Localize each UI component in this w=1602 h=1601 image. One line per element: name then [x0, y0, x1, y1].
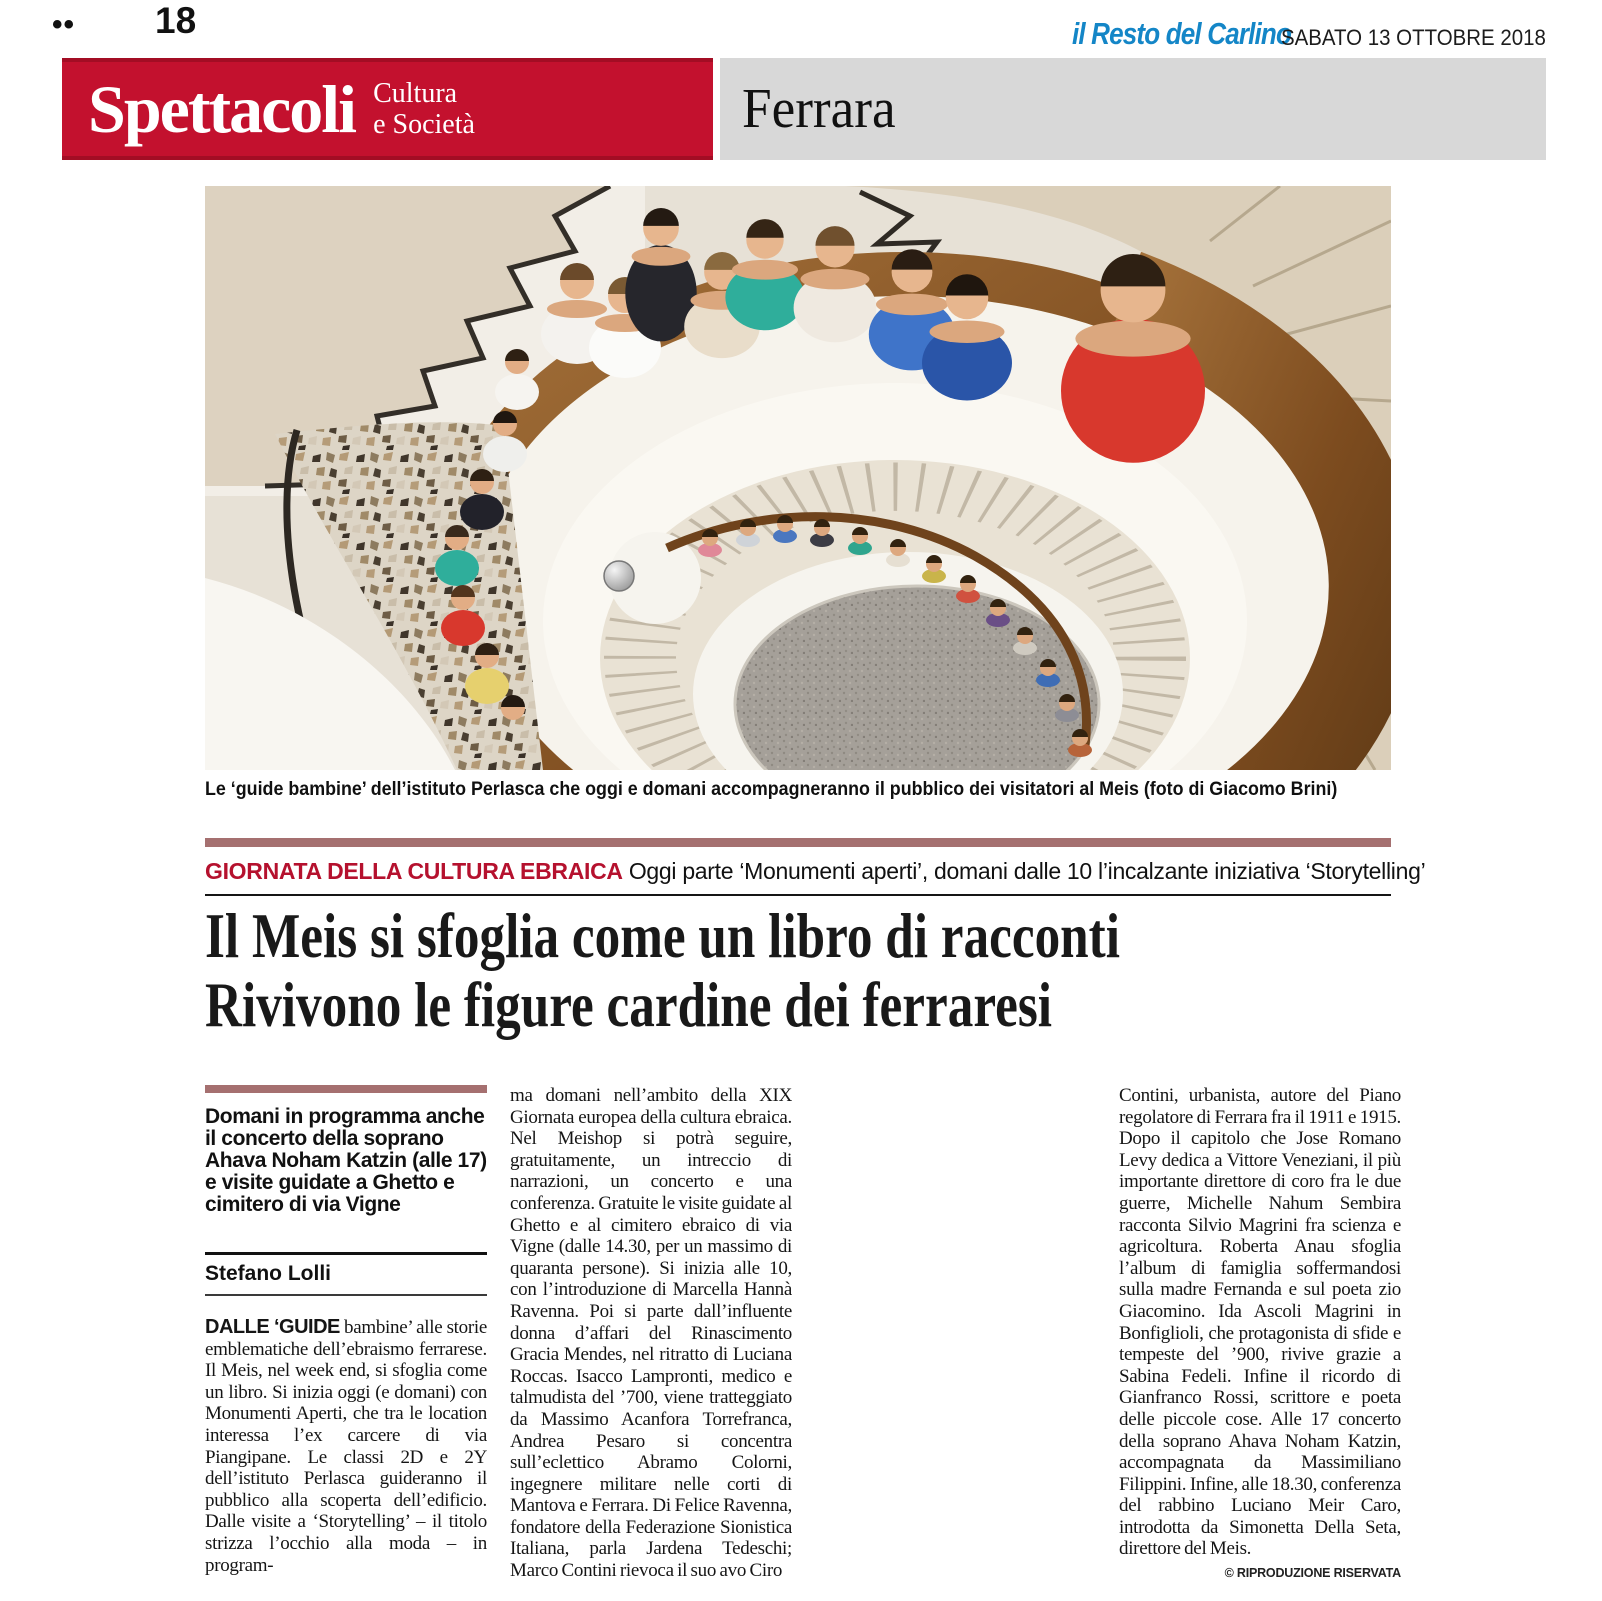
copyright-notice: © RIPRODUZIONE RISERVATA — [1224, 1566, 1401, 1581]
headline-line2: Rivivono le figure cardine dei ferraresi — [205, 969, 1052, 1040]
article-column-2 — [510, 1085, 792, 1601]
section-subtitle-line2: e Società — [373, 109, 475, 140]
photo-caption: Le ‘guide bambine’ dell’istituto Perlasca che oggi e domani accompagneranno il pubblico dei visitatori al Meis (foto di Giacomo Brini) — [205, 779, 1338, 800]
article-text-col4: Contini, urbanista, autore del Piano regolatore di Ferrara fra il 1911 e 1915. Dopo il capitolo che Jose Romano Levy dedica a Vittore Veneziani, il più importante direttore di coro fra le due guerre, Michelle Nahum Sembira racconta Silvio Magrini fra scienza e agricoltura. Roberta Anau sfoglia l’album di famiglia soffermandosi sulla madre Fernanda e sul poeta zio Giacomino. Ida Ascoli Magrini in Bonfiglioli, che protagonista di sfide e tempeste del ’900, rivive grazie a Sabina Fedeli. Infine il ricordo di Gianfranco Rossi, scrittore e poeta delle piccole cose. Alle 17 concerto della soprano Ahava Noham Katzin, accompagnata da Massimiliano Filippini. Infine, alle 18.30, conferenza del rabbino Luciano Meir Caro, introdotta da Simonetta Della Seta, direttore del Meis. — [1119, 1085, 1401, 1560]
headline-line1: Il Meis si sfoglia come un libro di racconti — [205, 900, 1120, 971]
article-text-col2: ma domani nell’ambito della XIX Giornata europea della cultura ebraica. Nel Meishop si potrà seguire, gratuitamente, un intreccio di narrazioni, un concerto e una conferenza. Gratuite le visite guidate al Ghetto e al cimitero ebraico di via Vigne (dalle 14.30, per un massimo di quaranta persone). Si inizia alle 10, con l’introduzione di Marcella Hannà Ravenna. Poi si parte dall’influente donna d’affari del Rinascimento Gracia Mendes, nel ritratto di Luciana Roccas. Isacco Lampronti, medico e talmudista del ’700, viene tratteggiato da Massimo Acanfora Torrefranca, Andrea Pesaro si concentra sull’eclettico Abramo Colorni, ingegnere militare nelle corti di Mantova e Ferrara. Di Felice Ravenna, fondatore della Federazione Sionistica Italiana, parla Jardena Tedeschi; Marco Contini rievoca il suo avo Ciro — [510, 1085, 792, 1582]
article-text-col1 — [205, 1317, 487, 1576]
city-banner — [720, 58, 1546, 160]
section-subtitle — [373, 78, 475, 140]
article-column-4 — [1119, 1085, 1401, 1601]
article-summary: Domani in programma anche il concerto della soprano Ahava Noham Katzin (alle 17) e visite guidate a Ghetto e cimitero di via Vigne — [205, 1105, 487, 1216]
article-column-3-empty — [815, 1085, 1097, 1601]
section-banner — [62, 58, 713, 160]
kicker-label: GIORNATA DELLA CULTURA EBRAICA — [205, 858, 623, 884]
article-text-col1-rest: bambine’ alle storie emblematiche dell’ebraismo ferrarese. Il Meis, nel week end, si sfoglia come un libro. Si inizia oggi (e domani) con Monumenti Aperti, che tra le location interessa l’ex carcere di via Piangipane. Le classi 2D e 2Y dell’istituto Perlasca guideranno il pubblico alla scoperta dell’edificio. Dalle visite a ‘Storytelling’ – il titolo strizza l’occhio alla moda – in program- — [205, 1317, 487, 1576]
section-subtitle-line1: Cultura — [373, 78, 458, 109]
section-title: Spettacoli — [88, 71, 356, 147]
headline — [205, 901, 1391, 1039]
edition-dots: •• — [52, 8, 76, 41]
city-title: Ferrara — [742, 78, 896, 140]
kicker-rule — [205, 838, 1391, 847]
article-column-1 — [205, 1085, 487, 1601]
kicker — [205, 858, 1426, 896]
page-number: 18 — [155, 0, 197, 41]
summary-rule — [205, 1085, 487, 1093]
kicker-text: Oggi parte ‘Monumenti aperti’, domani dalle 10 l’incalzante iniziativa ‘Storytelling’ — [622, 858, 1426, 884]
photo-illustration — [205, 186, 1391, 770]
masthead-logo: il Resto del Carlino — [1072, 16, 1292, 51]
edition-date: SABATO 13 OTTOBRE 2018 — [1281, 25, 1546, 50]
article-body — [205, 1085, 1401, 1601]
byline: Stefano Lolli — [205, 1252, 487, 1296]
newel-ball — [604, 561, 634, 591]
article-lead-in: DALLE ‘GUIDE — [205, 1316, 340, 1338]
